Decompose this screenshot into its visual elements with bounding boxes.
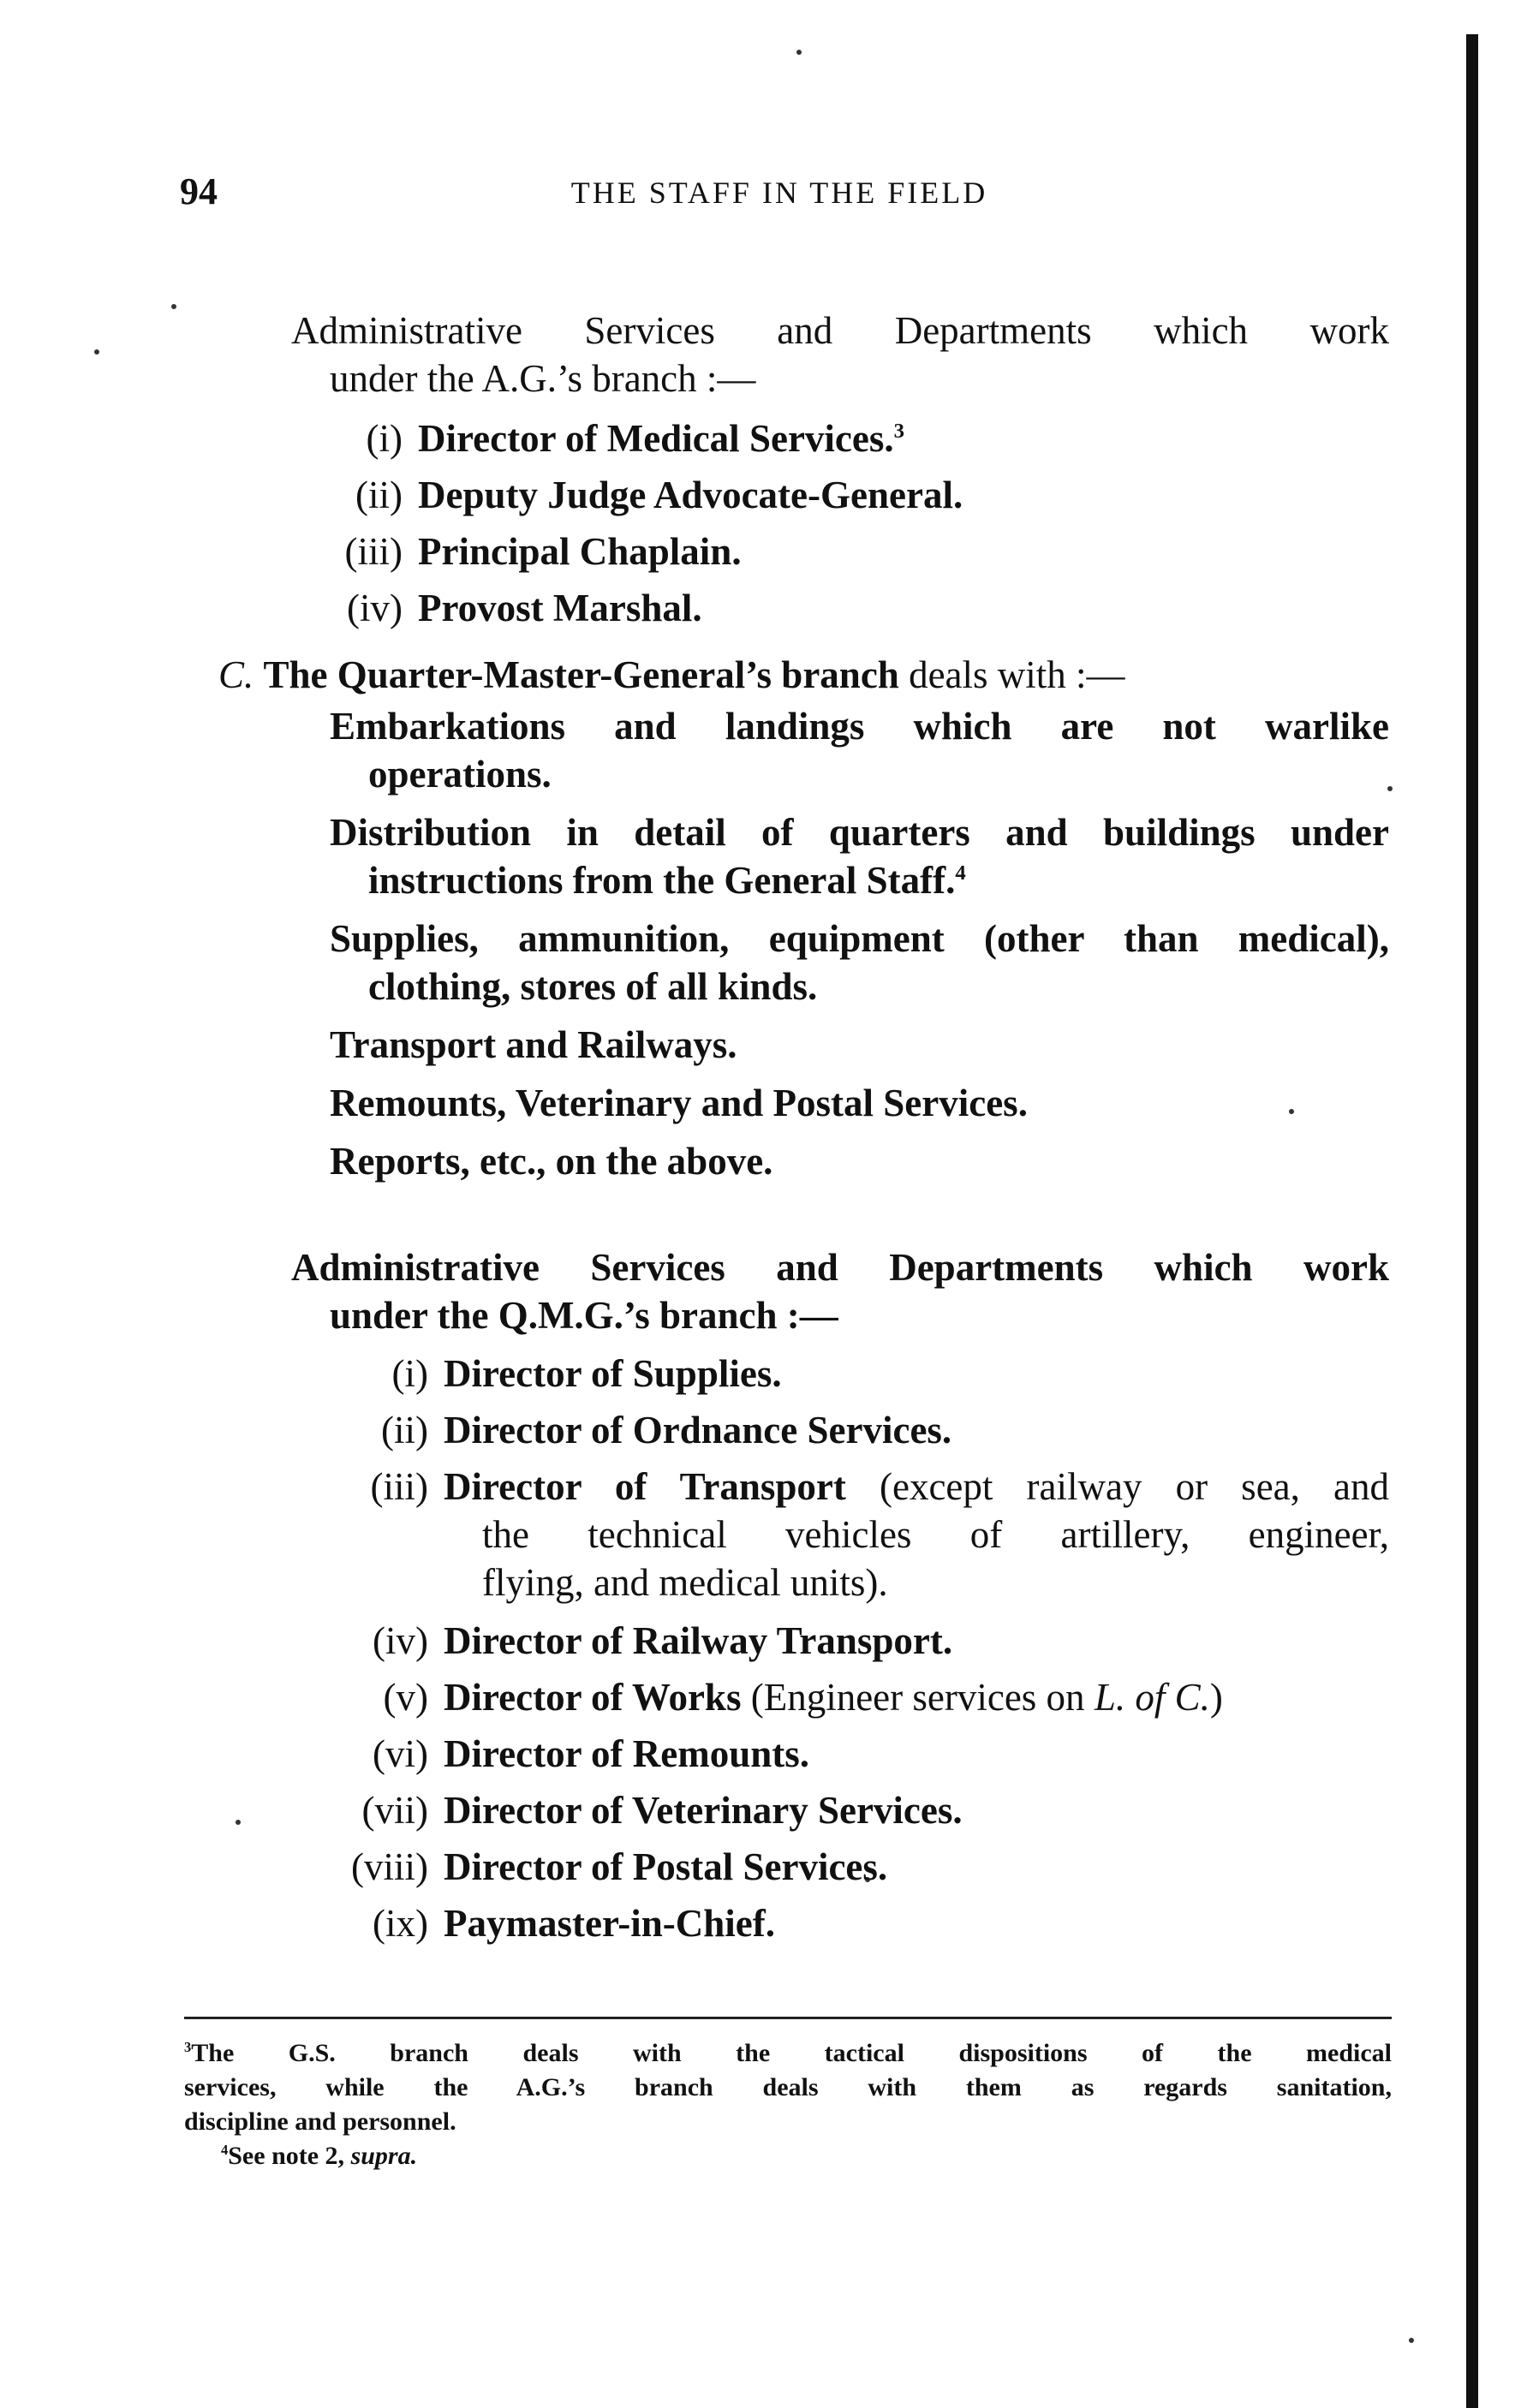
- footnote-3-line2: services, while the A.G.’s branch deals with them as regards sanitation,: [184, 2073, 1392, 2101]
- qmg-item-text: Director of Remounts.: [444, 1732, 809, 1775]
- footnote-mark: 3: [184, 2039, 192, 2055]
- ag-admin-intro-line2: under the A.G.’s branch :—: [330, 357, 756, 400]
- ag-item-text: Provost Marshal.: [418, 587, 702, 629]
- qmg-duty: Transport and Railways.: [330, 1023, 737, 1066]
- qmg-item-num: (ii): [381, 1409, 428, 1451]
- speck: [94, 349, 99, 355]
- qmg-duty-cont-text: instructions from the General Staff.: [368, 859, 956, 902]
- footnote-ref: 4: [955, 861, 966, 885]
- qmg-duty: Reports, etc., on the above.: [330, 1140, 773, 1183]
- footnote-ref: 3: [893, 420, 904, 443]
- qmg-duty: Supplies, ammunition, equipment (other than medical),: [330, 917, 1389, 960]
- qmg-item: [444, 1466, 1389, 1509]
- ag-item-text: Director of Medical Services.: [418, 417, 894, 460]
- ag-item-num: (iii): [344, 530, 403, 573]
- ag-item: [418, 418, 904, 461]
- ag-item-num: (i): [366, 417, 403, 460]
- qmg-item-text: Director of Veterinary Services.: [444, 1789, 963, 1832]
- qmg-duty-cont: clothing, stores of all kinds.: [368, 965, 818, 1008]
- footnote-text: The G.S. branch deals with the tactical dispositions of the medical: [191, 2039, 1392, 2067]
- qmg-item-num: (viii): [351, 1845, 428, 1888]
- qmg-item-rest: (except railway or sea, and: [879, 1465, 1389, 1508]
- footnote-3-line1: [184, 2038, 1392, 2069]
- speck: [1387, 786, 1393, 791]
- qmg-item-num: (iii): [370, 1465, 428, 1508]
- ag-item-num: (ii): [355, 474, 403, 516]
- speck: [1289, 1109, 1294, 1114]
- qmg-heading-bold: The Quarter-Master-General’s branch: [263, 653, 899, 696]
- qmg-duty: Remounts, Veterinary and Postal Services.: [330, 1082, 1028, 1124]
- qmg-item-num: (vi): [373, 1732, 428, 1775]
- page-header: [180, 170, 1379, 221]
- qmg-item-rest-ital: L. of C.: [1094, 1676, 1210, 1719]
- qmg-admin-intro-line2: under the Q.M.G.’s branch :—: [330, 1294, 838, 1337]
- qmg-heading: [218, 654, 1125, 697]
- qmg-item-text: Paymaster-in-Chief.: [444, 1902, 775, 1945]
- qmg-item-num: (ix): [373, 1902, 428, 1945]
- qmg-admin-intro-line1: Administrative Services and Departments which work: [291, 1246, 1389, 1289]
- qmg-item-num: (iv): [373, 1619, 428, 1662]
- ag-item-num: (iv): [347, 587, 403, 629]
- qmg-item-text: Director of Postal Services.: [444, 1845, 888, 1888]
- footnote-4: [221, 2141, 417, 2172]
- speck: [796, 50, 802, 55]
- section-letter: C.: [218, 653, 254, 696]
- qmg-duty: Embarkations and landings which are not warlike: [330, 705, 1389, 748]
- ag-item-text: Deputy Judge Advocate-General.: [418, 474, 963, 516]
- qmg-item-text: Director of Railway Transport.: [444, 1619, 953, 1662]
- qmg-heading-rest: deals with :—: [909, 653, 1125, 696]
- qmg-item-cont: flying, and medical units).: [482, 1561, 888, 1604]
- footnote-mark: 4: [221, 2142, 229, 2158]
- footnote-ital: supra.: [350, 2142, 418, 2170]
- qmg-item-cont: the technical vehicles of artillery, engineer,: [482, 1513, 1389, 1556]
- qmg-duty: Distribution in detail of quarters and buildings under: [330, 811, 1389, 854]
- page-edge-shadow: [1466, 34, 1478, 2408]
- qmg-item-rest-end: ): [1209, 1676, 1223, 1719]
- qmg-item-text: Director of Supplies.: [444, 1352, 782, 1395]
- qmg-item-text: Director of Ordnance Services.: [444, 1409, 952, 1451]
- qmg-item-num: (i): [391, 1352, 428, 1395]
- footnote-3-line3: discipline and personnel.: [184, 2107, 456, 2136]
- qmg-item-num: (vii): [361, 1789, 428, 1832]
- qmg-item-text: Director of Works: [444, 1676, 742, 1719]
- qmg-item: [444, 1677, 1223, 1720]
- qmg-duty-cont: [368, 860, 966, 903]
- footnote-rule: [184, 2017, 1392, 2019]
- footnote-text: See note 2,: [228, 2142, 345, 2170]
- qmg-item-text: Director of Transport: [444, 1465, 846, 1508]
- running-title: THE STAFF IN THE FIELD: [570, 176, 988, 210]
- page-number: 94: [180, 170, 218, 212]
- ag-admin-intro-line1: Administrative Services and Departments which work: [291, 309, 1389, 352]
- speck: [171, 304, 176, 309]
- speck: [236, 1820, 241, 1825]
- qmg-item-num: (v): [383, 1676, 428, 1719]
- ag-item-text: Principal Chaplain.: [418, 530, 742, 573]
- qmg-item-rest: (Engineer services on: [750, 1676, 1085, 1719]
- speck: [1409, 2338, 1414, 2343]
- qmg-duty-cont: operations.: [368, 753, 552, 796]
